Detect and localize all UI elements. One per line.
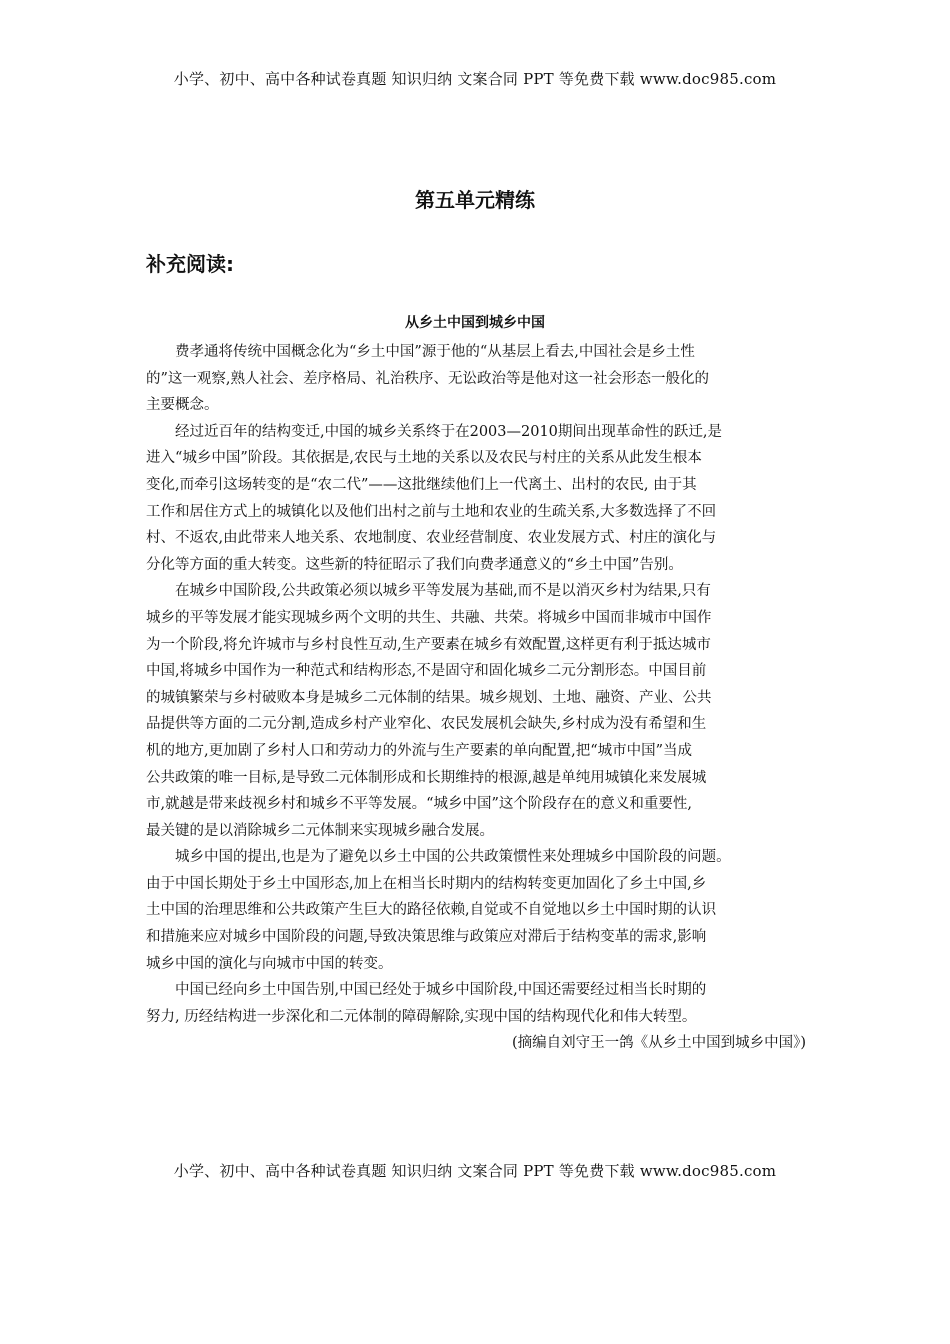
text-line: 分化等方面的重大转变。这些新的特征昭示了我们向费孝通意义的“乡土中国”告别。 (146, 556, 683, 573)
text-line: 城乡的平等发展才能实现城乡两个文明的共生、共融、共荣。将城乡中国而非城市中国作 (146, 609, 712, 626)
page-footer: 小学、初中、高中各种试卷真题 知识归纳 文案合同 PPT 等免费下载 www.doc985.com (173, 1162, 777, 1180)
text-line: 工作和居住方式上的城镇化以及他们出村之前与土地和农业的生疏关系,大多数选择了不回 (146, 503, 717, 520)
text-line: 的城镇繁荣与乡村破败本身是城乡二元体制的结果。城乡规划、土地、融资、产业、公共 (146, 689, 712, 706)
text-line: 城乡中国的演化与向城市中国的转变。 (146, 955, 393, 972)
text-line: 和措施来应对城乡中国阶段的问题,导致决策思维与政策应对滞后于结构变革的需求,影响 (146, 929, 707, 946)
text-line: 中国已经向乡土中国告别,中国已经处于城乡中国阶段,中国还需要经过相当长时期的 (175, 982, 707, 999)
text-line: 变化,而牵引这场转变的是“农二代”——这批继续他们上一代离土、出村的农民, 由于其 (146, 476, 697, 493)
text-line: 机的地方,更加剧了乡村人口和劳动力的外流与生产要素的单向配置,把“城市中国”当成 (146, 742, 693, 759)
page-header: 小学、初中、高中各种试卷真题 知识归纳 文案合同 PPT 等免费下载 www.doc985.com (173, 70, 777, 88)
text-line: 公共政策的唯一目标,是导致二元体制形成和长期维持的根源,越是单纯用城镇化来发展城 (146, 769, 707, 786)
text-line: 中国,将城乡中国作为一种范式和结构形态,不是固守和固化城乡二元分割形态。中国目前 (146, 663, 707, 680)
text-line: 品提供等方面的二元分割,造成乡村产业窄化、农民发展机会缺失,乡村成为没有希望和生 (146, 716, 707, 733)
text-line: 为一个阶段,将允许城市与乡村良性互动,生产要素在城乡有效配置,这样更有利于抵达城市 (146, 636, 711, 653)
text-line: 村、不返农,由此带来人地关系、农地制度、农业经营制度、农业发展方式、村庄的演化与 (146, 530, 717, 547)
article-body (146, 339, 814, 1057)
text-line: 在城乡中国阶段,公共政策必须以城乡平等发展为基础,而不是以消灭乡村为结果,只有 (175, 583, 711, 600)
text-line: 主要概念。 (146, 397, 219, 414)
text-line: 进入“城乡中国”阶段。其依据是,农民与土地的关系以及农民与村庄的关系从此发生根本 (146, 450, 702, 467)
text-line: 经过近百年的结构变迁,中国的城乡关系终于在2003—2010期间出现革命性的跃迁,是 (175, 423, 723, 440)
text-line: 费孝通将传统中国概念化为“乡土中国”源于他的“从基层上看去,中国社会是乡土性 (175, 344, 695, 360)
text-line: 由于中国长期处于乡土中国形态,加上在相当长时期内的结构转变更加固化了乡土中国,乡 (146, 875, 707, 892)
section-title: 补充阅读: (146, 252, 234, 276)
text-line: 市,就越是带来歧视乡村和城乡不平等发展。“城乡中国”这个阶段存在的意义和重要性, (146, 796, 693, 813)
text-line: 土中国的治理思维和公共政策产生巨大的路径依赖,自觉或不自觉地以乡土中国时期的认识 (146, 902, 717, 919)
text-line: 努力, 历经结构进一步深化和二元体制的障碍解除,实现中国的结构现代化和伟大转型。 (146, 1008, 697, 1025)
article-source: (摘编自刘守王一鸽《从乡土中国到城乡中国》) (511, 1035, 806, 1052)
page-title: 第五单元精练 (415, 188, 535, 212)
text-line: 城乡中国的提出,也是为了避免以乡土中国的公共政策惯性来处理城乡中国阶段的问题。 (175, 849, 731, 866)
text-line: 最关键的是以消除城乡二元体制来实现城乡融合发展。 (146, 822, 494, 839)
article-title: 从乡土中国到城乡中国 (405, 315, 545, 331)
text-line: 的”这一观察,熟人社会、差序格局、礼治秩序、无讼政治等是他对这一社会形态一般化的 (146, 370, 710, 387)
